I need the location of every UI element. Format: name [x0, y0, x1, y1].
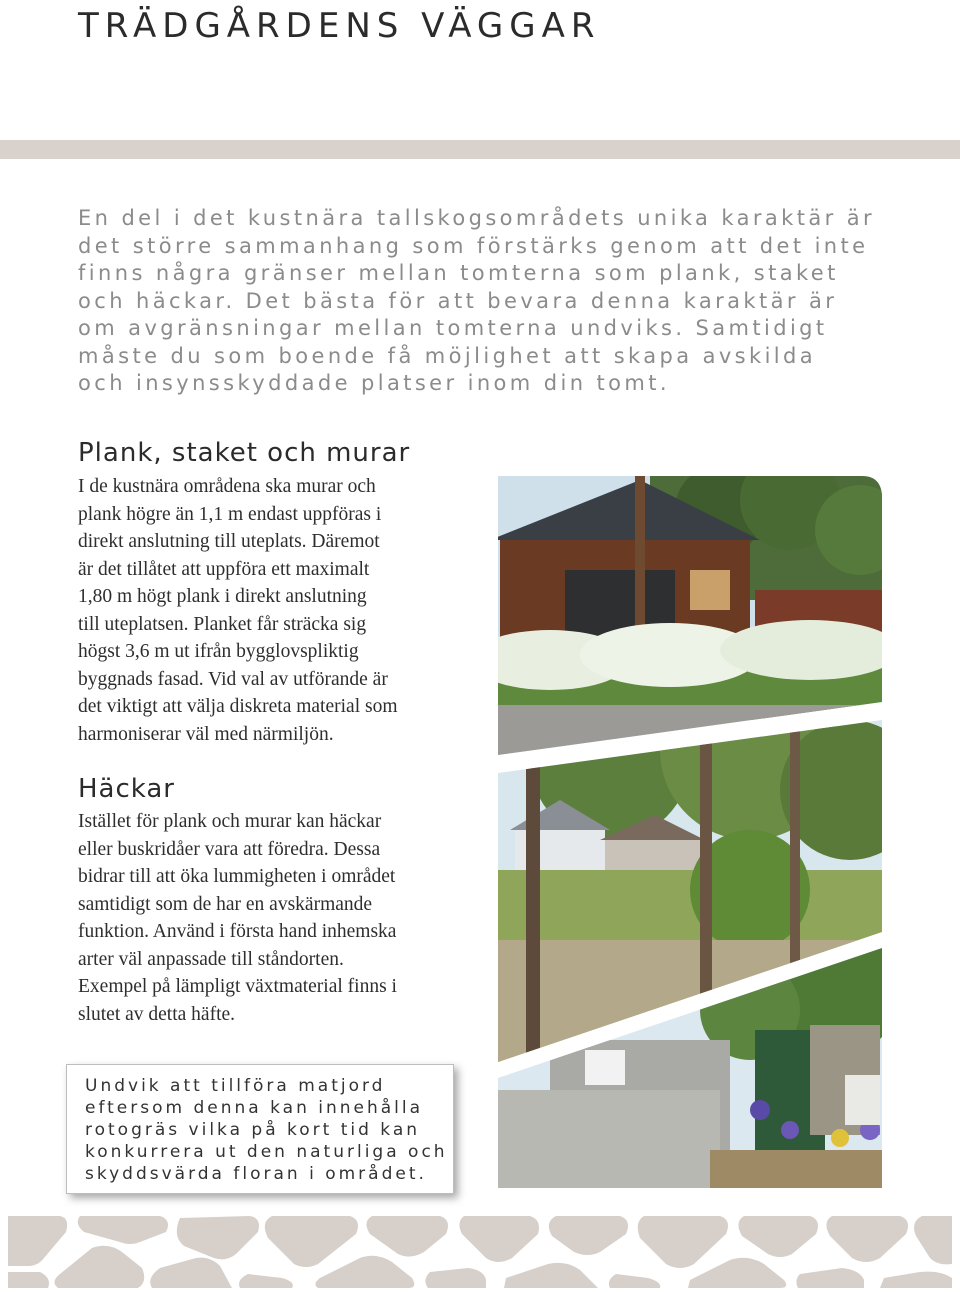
section-body-plank: I de kustnära områdena ska murar och plank högre än 1,1 m endast uppföras i direkt anslutning till uteplats. Däremot är det tillåtet att uppföra ett maximalt 1,80 m högt plank i direkt anslutning till uteplatsen. Planket får sträcka sig högst 3,6 m ut ifrån bygglovspliktig byggnads fasad. Vid val av utförande är det viktigt att välja diskreta material som harmoniserar väl med närmiljön. [78, 476, 398, 745]
notice-text: Undvik att tillföra matjord eftersom denna kan innehålla rotogräs vilka på kort tid kan konkurrera ut den naturliga och skyddsvärda floran i området. [85, 1076, 448, 1184]
notice-box [66, 1064, 454, 1194]
photo-house-hedge [490, 470, 890, 770]
intro-paragraph: En del i det kustnära tallskogsområdets unika karaktär är det större sammanhang som förstärks genom att det inte finns några gränser mellan tomterna som plank, staket och häckar. Det bästa för att bevara denna karaktär är om avgränsningar mellan tomterna undviks. Samtidigt måste du som boende få möjlighet att skapa avskilda och insynsskyddade platser inom din tomt. [78, 206, 876, 395]
stone-pattern-footer [0, 1208, 960, 1292]
section-heading-hackar: Häckar [78, 774, 175, 804]
page-title: TRÄDGÅRDENS VÄGGAR [78, 6, 601, 46]
section-heading-plank: Plank, staket och murar [78, 438, 411, 468]
decorative-band [0, 140, 960, 159]
section-body-hackar: Istället för plank och murar kan häckar eller buskridåer vara att föredra. Dessa bidrar till att öka lummigheten i området samtidigt som de har en avskärmande funktion. Använd i första hand inhemska arter väl anpassade till ståndorten. Exempel på lämpligt växtmaterial finns i slutet av detta häfte. [78, 811, 397, 1025]
photo-collage [490, 470, 890, 1200]
